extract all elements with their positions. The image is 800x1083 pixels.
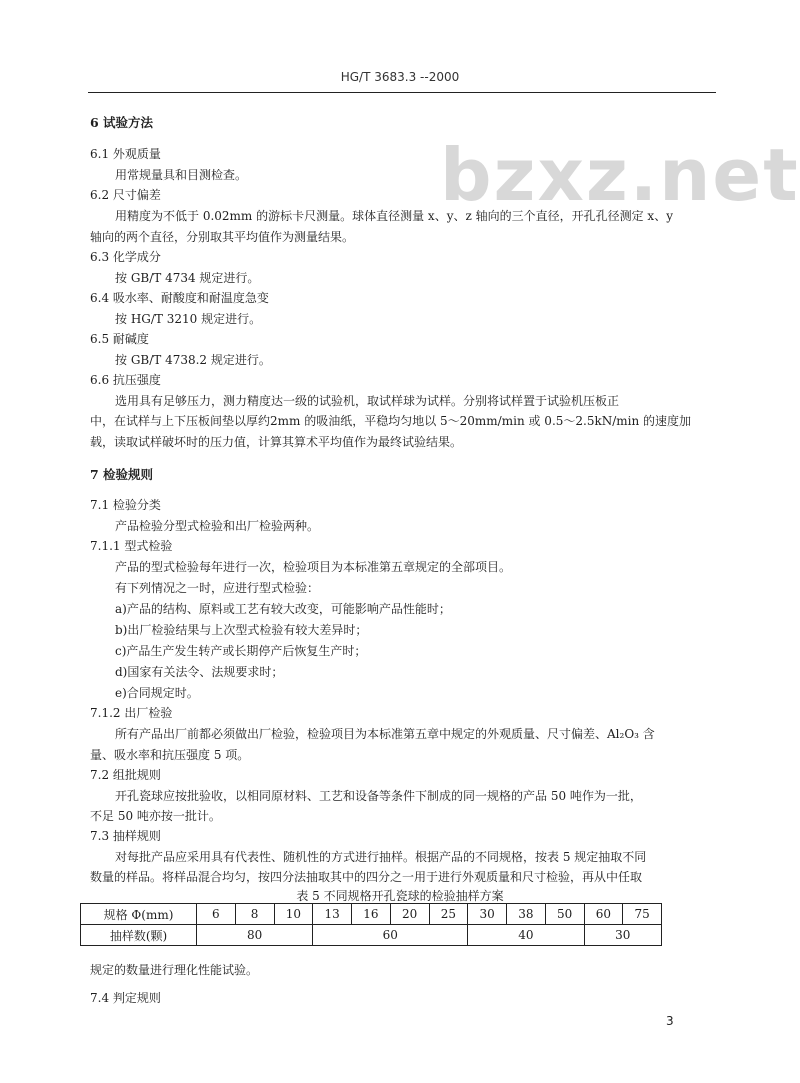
- table-cell: 50: [545, 904, 584, 925]
- section-6-2-body-1: 用精度为不低于 0.02mm 的游标卡尺测量。球体直径测量 x、y、z 轴向的三个直径，开孔孔径测定 x、y: [115, 209, 673, 223]
- section-7-1-1-body-2: 有下列情况之一时，应进行型式检验：: [115, 581, 320, 595]
- section-7-1-2-body-2: 量、吸水率和抗压强度 5 项。: [90, 748, 250, 762]
- section-6-3-body: 按 GB/T 4734 规定进行。: [115, 271, 260, 285]
- section-6-2-heading: 6.2 尺寸偏差: [90, 188, 161, 202]
- section-6-1-body: 用常规量具和目测检查。: [115, 168, 248, 182]
- list-item-e: e)合同规定时。: [115, 686, 199, 700]
- table-cell: 75: [623, 904, 662, 925]
- section-6-6-body-3: 载，读取试样破坏时的压力值，计算其算术平均值作为最终试验结果。: [90, 435, 463, 449]
- section-6-1-heading: 6.1 外观质量: [90, 147, 161, 161]
- header-rule: [88, 92, 716, 93]
- table-row-label: 规格 Φ(mm): [81, 904, 197, 925]
- doc-header: HG/T 3683.3 --2000: [340, 70, 460, 84]
- section-7-1-2-heading: 7.1.2 出厂检验: [90, 706, 173, 720]
- section-7-4-heading: 规定的数量进行理化性能试验。: [90, 963, 259, 977]
- section-6-2-body-2: 轴向的两个直径，分别取其平均值作为测量结果。: [90, 230, 355, 244]
- list-item-b: b)出厂检验结果与上次型式检验有较大差异时；: [115, 623, 368, 637]
- table-cell: 38: [507, 904, 546, 925]
- table-cell: 80: [197, 925, 313, 946]
- list-item-c: c)产品生产发生转产或长期停产后恢复生产时；: [115, 644, 367, 658]
- table-caption: 表 5 不同规格开孔瓷球的检验抽样方案: [296, 889, 504, 903]
- section-7-3-heading: 7.3 抽样规则: [90, 829, 161, 843]
- section-6-6-body-1: 选用具有足够压力，测力精度达一级的试验机，取试样球为试样。分别将试样置于试验机压板正: [115, 394, 620, 408]
- table-cell: 20: [390, 904, 429, 925]
- section-7-3-body-1: 对每批产品应采用具有代表性、随机性的方式进行抽样。根据产品的不同规格，按表 5 规定抽取不同: [115, 850, 647, 864]
- table-cell: 60: [313, 925, 468, 946]
- section-7-3-body-2: 数量的样品。将样品混合均匀，按四分法抽取其中的四分之一用于进行外观质量和尺寸检验，再从中任取: [90, 870, 643, 884]
- section-7-1-heading: 7.1 检验分类: [90, 498, 161, 512]
- table-cell: 60: [584, 904, 623, 925]
- section-7-2-body-2: 不足 50 吨亦按一批计。: [90, 809, 221, 823]
- section-6-3-heading: 6.3 化学成分: [90, 250, 161, 264]
- list-item-a: a)产品的结构、原料或工艺有较大改变，可能影响产品性能时；: [115, 602, 451, 616]
- table-cell: 40: [468, 925, 584, 946]
- table-row-sizes: [81, 904, 662, 925]
- section-7-1-1-body-1: 产品的型式检验每年进行一次，检验项目为本标准第五章规定的全部项目。: [115, 560, 512, 574]
- table-cell: 8: [235, 904, 274, 925]
- section-7-4-1-body: 7.4 判定规则: [90, 991, 161, 1005]
- section-6-heading: 6 试验方法: [90, 115, 154, 130]
- section-6-5-heading: 6.5 耐碱度: [90, 332, 149, 346]
- sampling-table: [80, 903, 662, 946]
- section-6-6-body-2: 中，在试样与上下压板间垫以厚约2mm 的吸油纸，平稳均匀地以 5～20mm/min 或 0.5～2.5kN/min 的速度加: [90, 414, 692, 428]
- page-number: 3: [666, 1014, 674, 1028]
- section-7-1-body: 产品检验分型式检验和出厂检验两种。: [115, 519, 320, 533]
- table-row-counts: [81, 925, 662, 946]
- table-cell: 16: [352, 904, 391, 925]
- section-7-1-1-heading: 7.1.1 型式检验: [90, 539, 173, 553]
- watermark: bzxz.net: [440, 133, 800, 217]
- section-7-heading: 7 检验规则: [90, 467, 154, 482]
- section-7-2-body-1: 开孔瓷球应按批验收，以相同原材料、工艺和设备等条件下制成的同一规格的产品 50 吨作为一批，: [115, 789, 642, 803]
- table-cell: 13: [313, 904, 352, 925]
- section-7-2-heading: 7.2 组批规则: [90, 768, 161, 782]
- table-cell: 25: [429, 904, 468, 925]
- section-6-4-heading: 6.4 吸水率、耐酸度和耐温度急变: [90, 291, 269, 305]
- table-row-label: 抽样数(颗): [81, 925, 197, 946]
- table-cell: 30: [584, 925, 662, 946]
- list-item-d: d)国家有关法令、法规要求时；: [115, 665, 284, 679]
- section-6-4-body: 按 HG/T 3210 规定进行。: [115, 312, 262, 326]
- section-6-5-body: 按 GB/T 4738.2 规定进行。: [115, 353, 271, 367]
- table-cell: 6: [197, 904, 236, 925]
- table-cell: 10: [274, 904, 313, 925]
- section-6-6-heading: 6.6 抗压强度: [90, 373, 161, 387]
- section-7-1-2-body-1: 所有产品出厂前都必须做出厂检验，检验项目为本标准第五章中规定的外观质量、尺寸偏差、Al₂O₃ 含: [115, 727, 655, 741]
- table-cell: 30: [468, 904, 507, 925]
